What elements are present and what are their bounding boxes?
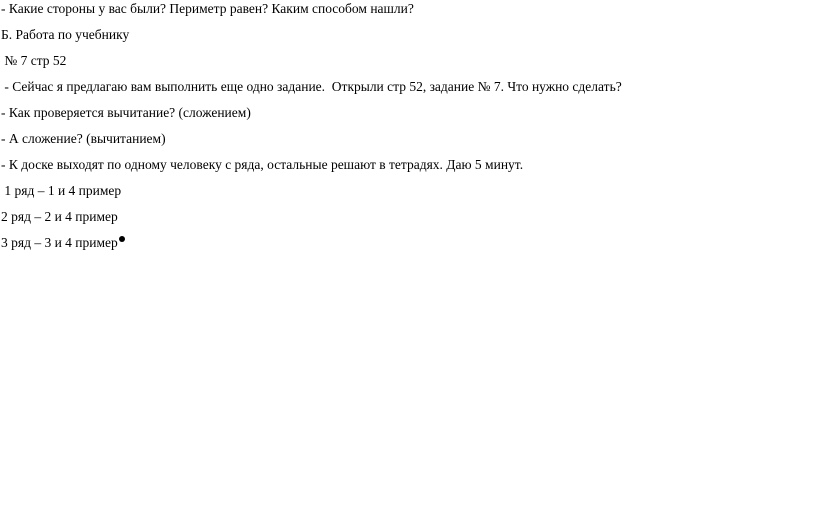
teacher-instruction: - Сейчас я предлагаю вам выполнить еще одно задание. Открыли стр 52, задание № 7. Что нужно сделать?	[1, 79, 622, 94]
question-subtraction-check: - Как проверяется вычитание? (сложением)	[1, 105, 251, 120]
board-instruction: - К доске выходят по одному человеку с ряда, остальные решают в тетрадях. Даю 5 минут.	[1, 157, 524, 172]
task-reference: № 7 стр 52	[1, 53, 67, 68]
question-sides-perimeter: - Какие стороны у вас были? Периметр равен? Каким способом нашли?	[1, 1, 414, 16]
row-1-assignment: 1 ряд – 1 и 4 пример	[1, 183, 122, 198]
bullet-dot-icon	[119, 236, 125, 242]
row-2-assignment: 2 ряд – 2 и 4 пример	[1, 209, 118, 224]
section-heading-textbook-work: Б. Работа по учебнику	[1, 27, 130, 42]
row-3-assignment: 3 ряд – 3 и 4 пример	[1, 235, 118, 250]
question-addition-check: - А сложение? (вычитанием)	[1, 131, 166, 146]
row-3-assignment-line	[1, 235, 125, 251]
